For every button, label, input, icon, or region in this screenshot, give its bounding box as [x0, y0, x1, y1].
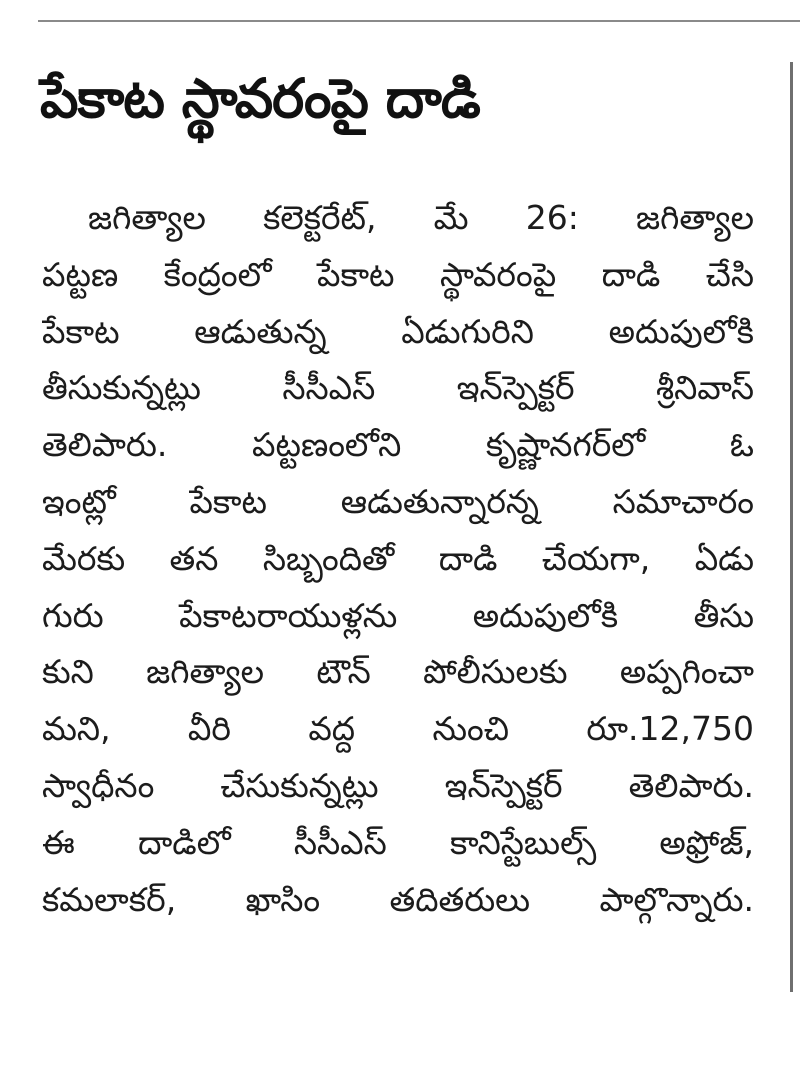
- article-line: ఇంట్లో పేకాట ఆడుతున్నారన్న సమాచారం: [42, 481, 754, 521]
- article-line: గురు పేకాటరాయుళ్లను అదుపులోకి తీసు: [42, 595, 754, 635]
- article-line: కుని జగిత్యాల టౌన్ పోలీసులకు అప్పగించా: [42, 652, 754, 692]
- article-line: కమలాకర్, ఖాసిం తదితరులు పాల్గొన్నారు.: [42, 879, 754, 919]
- article-line: పట్టణ కేంద్రంలో పేకాట స్థావరంపై దాడి చేసి: [42, 254, 754, 294]
- article-line: తీసుకున్నట్లు సీసీఎస్ ఇన్‌స్పెక్టర్ శ్రీనివాస్: [42, 368, 754, 408]
- article-line: స్వాధీనం చేసుకున్నట్లు ఇన్‌స్పెక్టర్ తెలిపారు.: [42, 765, 754, 805]
- article-headline: పేకాట స్థావరంపై దాడి: [40, 67, 480, 130]
- top-divider-rule: [38, 20, 800, 22]
- article-body: [42, 190, 754, 928]
- article-line: మని, వీరి వద్ద నుంచి రూ.12,750: [42, 709, 754, 749]
- article-line: తెలిపారు. పట్టణంలోని కృష్ణానగర్‌లో ఓ: [42, 425, 754, 465]
- article-line: పేకాట ఆడుతున్న ఏడుగురిని అదుపులోకి: [42, 311, 754, 351]
- column-divider-rule: [790, 62, 793, 992]
- article-line: మేరకు తన సిబ్బందితో దాడి చేయగా, ఏడు: [42, 538, 754, 578]
- article-line: జగిత్యాల కలెక్టరేట్, మే 26: జగిత్యాల: [88, 198, 754, 237]
- article-line: ఈ దాడిలో సీసీఎస్ కానిస్టేబుల్స్ అఫ్రోజ్,: [42, 822, 754, 862]
